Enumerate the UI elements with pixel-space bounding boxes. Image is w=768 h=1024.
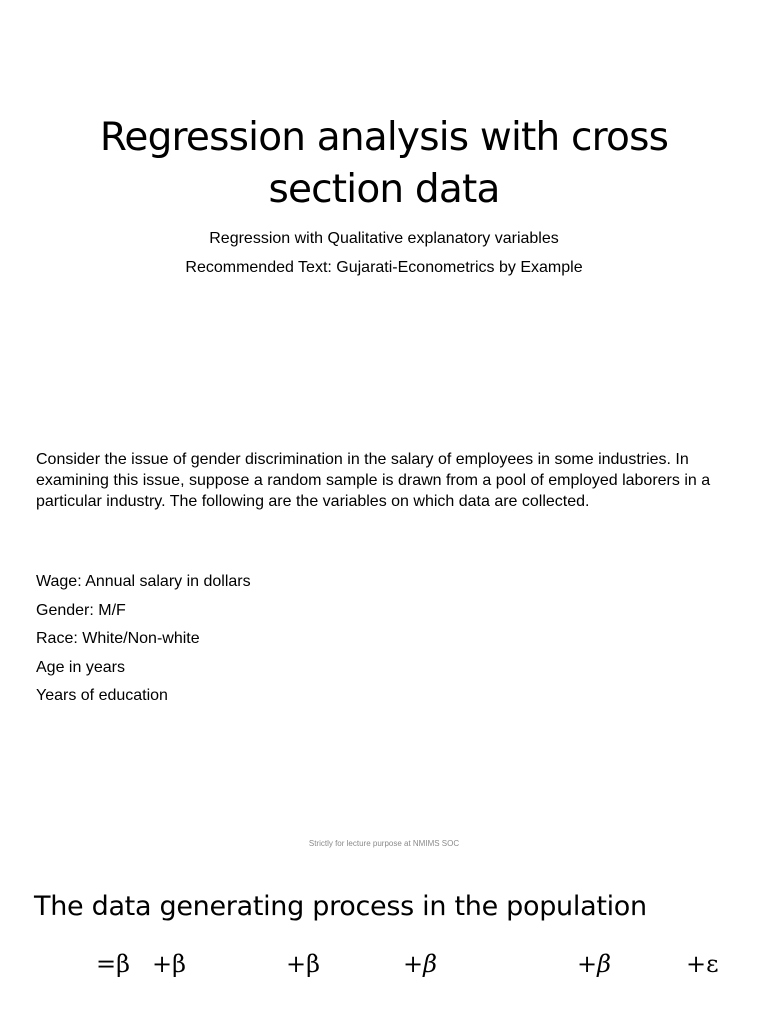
subtitle-recommended-text: Recommended Text: Gujarati-Econometrics by Example bbox=[185, 259, 583, 276]
list-item: Race: White/Non-white bbox=[36, 630, 200, 647]
equation-term-plus-beta: +β bbox=[286, 950, 320, 978]
title-line-2: section data bbox=[268, 167, 500, 212]
intro-paragraph: Consider the issue of gender discrimination in the salary of employees in some industries. In examining this issue, suppose a random sample is drawn from a pool of employed laborers in a particular industry. The following are the variables on which data are collected. bbox=[36, 451, 711, 510]
list-item: Gender: M/F bbox=[36, 601, 126, 619]
list-item: Age in years bbox=[36, 658, 125, 676]
equation-term-plus-beta: +β bbox=[577, 950, 611, 978]
section-heading: The data generating process in the population bbox=[34, 891, 647, 922]
footer-note: Strictly for lecture purpose at NMIMS SOC bbox=[308, 839, 460, 848]
variable-list bbox=[36, 568, 251, 711]
slide-title bbox=[0, 112, 768, 216]
equation-term-plus-epsilon: +ε bbox=[686, 950, 719, 978]
list-item: Years of education bbox=[36, 687, 168, 704]
equation-term-equals-beta: =β bbox=[96, 950, 130, 978]
list-item: Wage: Annual salary in dollars bbox=[36, 573, 251, 590]
equation-term-plus-beta: +β bbox=[403, 950, 437, 978]
equation-term-plus-beta: +β bbox=[152, 950, 186, 978]
title-line-1: Regression analysis with cross bbox=[99, 115, 669, 160]
subtitle-qualitative-variables: Regression with Qualitative explanatory variables bbox=[209, 230, 559, 247]
